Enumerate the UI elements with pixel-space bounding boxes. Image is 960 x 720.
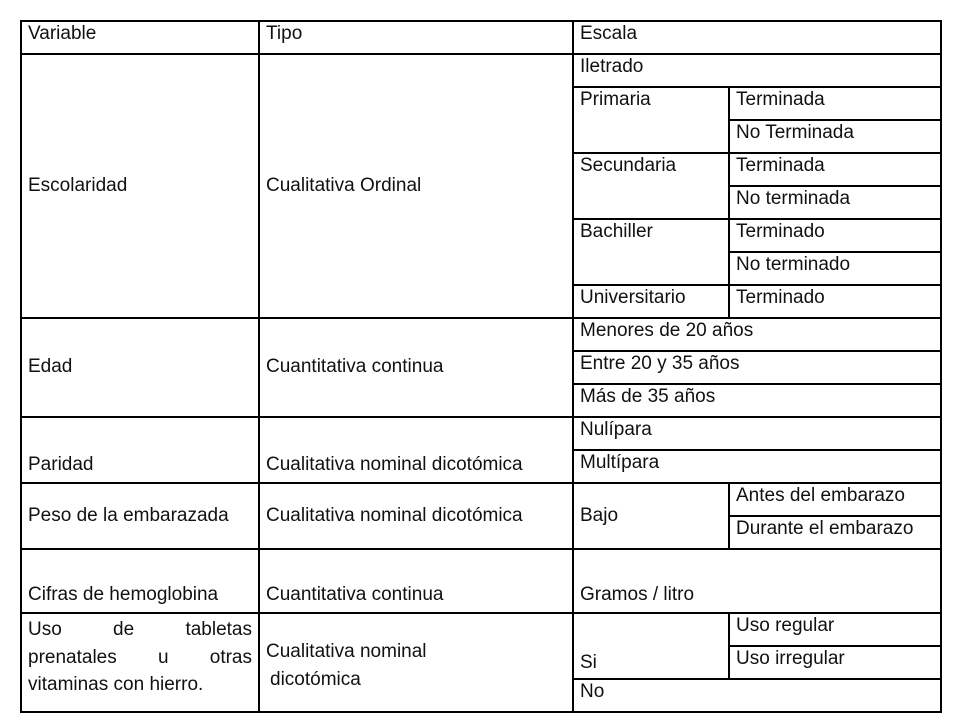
header-variable: Variable <box>21 21 259 54</box>
escala-secundaria-no-terminada: No terminada <box>729 186 941 219</box>
escala-bajo: Bajo <box>573 483 729 549</box>
header-escala: Escala <box>573 21 941 54</box>
variable-tabletas-text <box>28 616 252 699</box>
word: Uso <box>28 619 62 640</box>
escala-gramos-litro: Gramos / litro <box>573 549 941 613</box>
variable-paridad: Paridad <box>21 417 259 483</box>
variables-table <box>20 20 942 713</box>
table-row <box>21 318 941 351</box>
table-row <box>21 483 941 516</box>
variable-escolaridad: Escolaridad <box>21 54 259 318</box>
variable-edad: Edad <box>21 318 259 417</box>
escala-uso-regular: Uso regular <box>729 613 941 646</box>
escala-secundaria: Secundaria <box>573 153 729 219</box>
table-row <box>21 549 941 613</box>
escala-iletrado: Iletrado <box>573 54 941 87</box>
header-row <box>21 21 941 54</box>
table-row <box>21 613 941 646</box>
variable-tabletas-line3: vitaminas con hierro. <box>28 674 204 696</box>
tipo-peso: Cualitativa nominal dicotómica <box>259 483 573 549</box>
escala-bachiller: Bachiller <box>573 219 729 285</box>
tipo-paridad: Cualitativa nominal dicotómica <box>259 417 573 483</box>
variable-tabletas-line1 <box>28 616 252 644</box>
variable-hemoglobina: Cifras de hemoglobina <box>21 549 259 613</box>
table-row <box>21 417 941 450</box>
table-row <box>21 54 941 87</box>
word: u <box>157 646 169 668</box>
escala-edad-1: Menores de 20 años <box>573 318 941 351</box>
word: de <box>113 619 135 640</box>
header-tipo: Tipo <box>259 21 573 54</box>
escala-antes-embarazo: Antes del embarazo <box>729 483 941 516</box>
word: prenatales <box>28 646 117 668</box>
escala-nulipara: Nulípara <box>573 417 941 450</box>
escala-si: Si <box>573 613 729 679</box>
tipo-tabletas-line1: Cualitativa nominal <box>266 641 427 662</box>
word: tabletas <box>185 619 252 640</box>
word: otras <box>209 646 252 668</box>
tipo-escolaridad: Cualitativa Ordinal <box>259 54 573 318</box>
escala-edad-2: Entre 20 y 35 años <box>573 351 941 384</box>
tipo-tabletas-text <box>266 616 566 693</box>
escala-no: No <box>573 679 941 712</box>
escala-universitario: Universitario <box>573 285 729 318</box>
escala-bachiller-terminado: Terminado <box>729 219 941 252</box>
tipo-hemoglobina: Cuantitativa continua <box>259 549 573 613</box>
variable-peso: Peso de la embarazada <box>21 483 259 549</box>
tipo-edad: Cuantitativa continua <box>259 318 573 417</box>
escala-uso-irregular: Uso irregular <box>729 646 941 679</box>
escala-edad-3: Más de 35 años <box>573 384 941 417</box>
escala-bachiller-no-terminado: No terminado <box>729 252 941 285</box>
escala-multipara: Multípara <box>573 450 941 483</box>
escala-primaria-no-terminada: No Terminada <box>729 120 941 153</box>
escala-durante-embarazo: Durante el embarazo <box>729 516 941 549</box>
escala-secundaria-terminada: Terminada <box>729 153 941 186</box>
escala-primaria-terminada: Terminada <box>729 87 941 120</box>
escala-primaria: Primaria <box>573 87 729 153</box>
tipo-tabletas-line2: dicotómica <box>270 668 361 690</box>
variable-tabletas <box>21 613 259 712</box>
tipo-tabletas <box>259 613 573 712</box>
escala-universitario-terminado: Terminado <box>729 285 941 318</box>
variable-tabletas-line2 <box>28 644 252 672</box>
